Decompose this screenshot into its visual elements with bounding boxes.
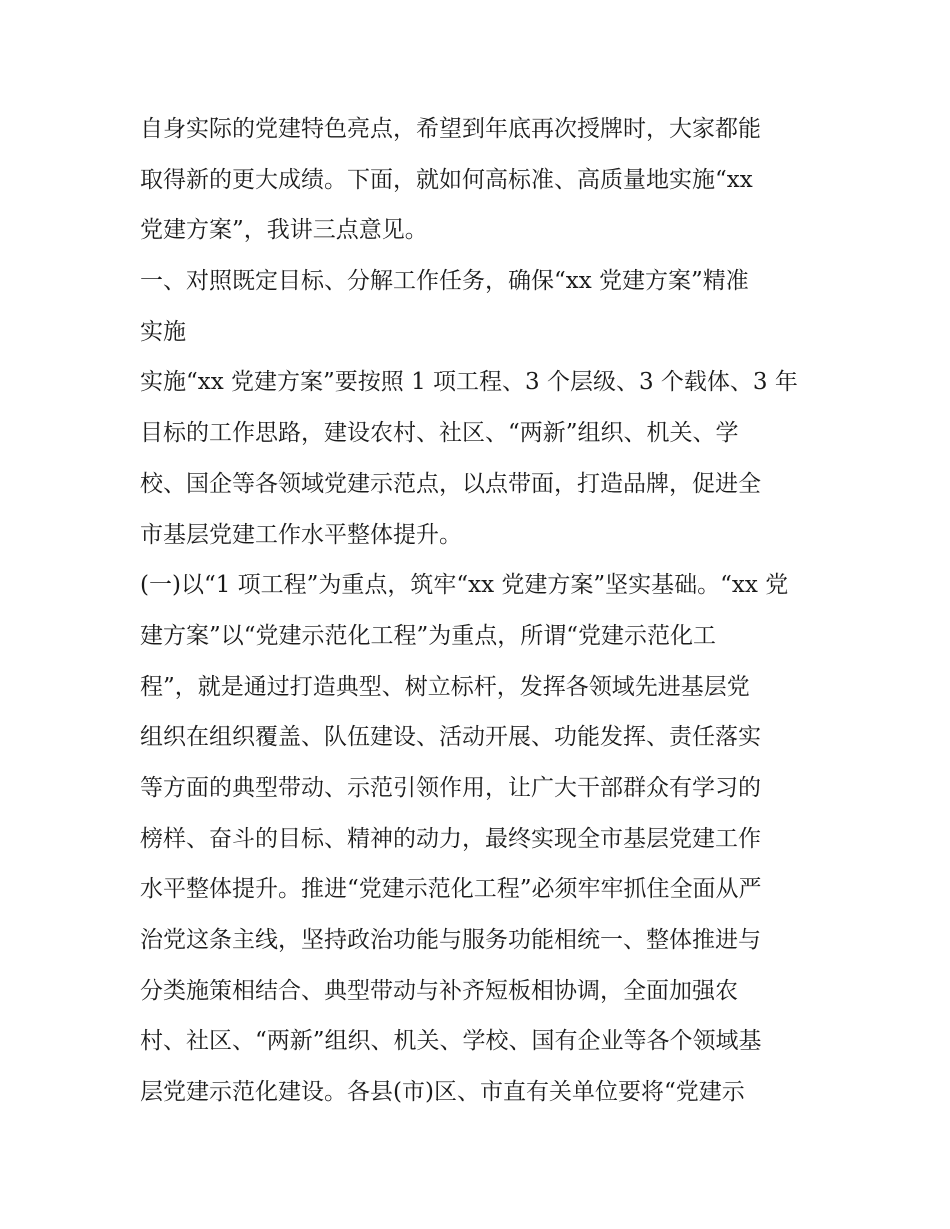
text-line: 层党建示范化建设。各县(市)区、市直有关单位要将“党建示: [140, 1079, 745, 1106]
text-line: 等方面的典型带动、示范引领作用，让广大干部群众有学习的: [140, 774, 761, 801]
text-line: 取得新的更大成绩。下面，就如何高标准、高质量地实施“xx: [140, 166, 753, 193]
text-line: 自身实际的党建特色亮点，希望到年底再次授牌时，大家都能: [140, 116, 761, 142]
section-heading: 实施: [140, 318, 186, 345]
text-line: 实施“xx 党建方案”要按照 1 项工程、3 个层级、3 个载体、3 年: [140, 369, 798, 396]
text-line: 目标的工作思路，建设农村、社区、“两新”组织、机关、学: [140, 420, 739, 447]
text-line: 党建方案”，我讲三点意见。: [140, 217, 428, 244]
text-line: (一)以“1 项工程”为重点，筑牢“xx 党建方案”坚实基础。“xx 党: [140, 572, 789, 599]
section-heading: 一、对照既定目标、分解工作任务，确保“xx 党建方案”精准: [140, 268, 749, 295]
text-line: 市基层党建工作水平整体提升。: [140, 521, 462, 548]
text-line: 组织在组织覆盖、队伍建设、活动开展、功能发挥、责任落实: [140, 724, 761, 751]
text-line: 榜样、奋斗的目标、精神的动力，最终实现全市基层党建工作: [140, 825, 761, 852]
text-line: 治党这条主线，坚持政治功能与服务功能相统一、整体推进与: [140, 927, 761, 953]
document-body: [140, 104, 820, 1118]
text-line: 程”，就是通过打造典型、树立标杆，发挥各领域先进基层党: [140, 673, 750, 700]
text-line: 建方案”以“党建示范化工程”为重点，所谓“党建示范化工: [140, 622, 717, 649]
text-line: 校、国企等各领域党建示范点，以点带面，打造品牌，促进全: [140, 470, 761, 497]
text-line: 村、社区、“两新”组织、机关、学校、国有企业等各个领域基: [140, 1028, 762, 1055]
text-line: 水平整体提升。推进“党建示范化工程”必须牢牢抓住全面从严: [140, 876, 762, 903]
text-line: 分类施策相结合、典型带动与补齐短板相协调，全面加强农: [140, 977, 738, 1004]
